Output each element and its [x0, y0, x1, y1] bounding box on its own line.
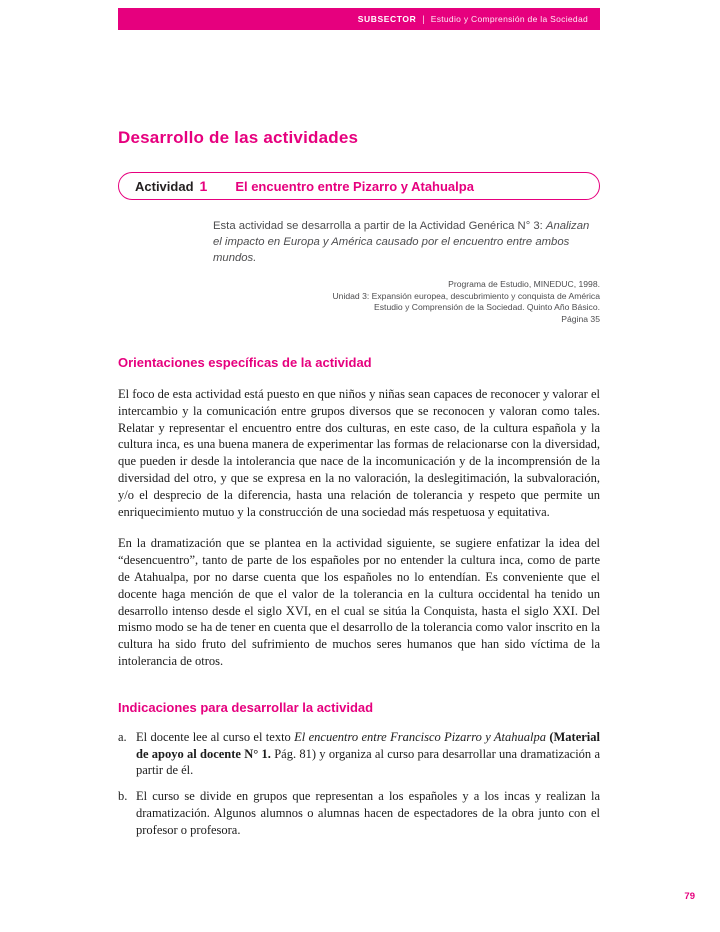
source-line: Programa de Estudio, MINEDUC, 1998. [448, 279, 600, 289]
activity-title: El encuentro entre Pizarro y Atahualpa [235, 178, 474, 194]
section-heading-indicaciones: Indicaciones para desarrollar la actividad [118, 699, 374, 715]
body-paragraph-2: En la dramatización que se plantea en la actividad siguiente, se sugiere enfatizar la idea del “desencuentro”, tanto de parte de los españoles por no entender la cultura inca, como de parte de Atahualpa, por no darse cuenta que los españoles no lo entendían. Es conveniente que el docente haga mención de que el valor de la tolerancia en la cultura occidental ha tenido un desarrollo intenso desde el siglo XVI, en el cual se sitúa la Conquista, hasta el siglo XXI. Del mismo modo se ha de tener en cuenta que el desarrollo de la tolerancia como valor inscrito en la cultura ha sido fruto del sufrimiento de muchos seres humanos que han sido víctima de la intolerancia de otros. [118, 536, 600, 668]
list-item-b [118, 788, 600, 838]
list-item-marker: a. [118, 729, 127, 744]
page-title: Desarrollo de las actividades [118, 128, 359, 147]
list-item-marker: b. [118, 789, 128, 804]
activity-banner [118, 172, 600, 200]
list-item-text: El curso se divide en grupos que representan a los españoles y a los incas y realizan la dramatización. Algunos alumnos o alumnas hacen de espectadores de la obra junto con el profesor o profesora. [136, 789, 600, 837]
activity-label: Actividad [135, 178, 194, 194]
subsector-value: Estudio y Comprensión de la Sociedad [430, 14, 588, 24]
activity-steps-list [118, 729, 600, 839]
section-heading-orientaciones: Orientaciones específicas de la actividad [118, 355, 372, 370]
page-content [118, 0, 600, 848]
subsector-separator: | [422, 14, 425, 24]
body-paragraph-1: El foco de esta actividad está puesto en que niños y niñas sean capaces de reconocer y valorar el intercambio y la comunicación entre grupos diversos que se reconocen y valoran como tales. Relatar y representar el encuentro entre dos culturas, en este caso, de la cultura española y la cultura inca, es una buena manera de experimentar las formas de relacionarse con la diversidad, que pueden ir desde la intolerancia que nace de la incomunicación y de la incomprensión de la diversidad del otro, y que se expresa en la no valoración, la deslegitimación, la subvaloración, y/o el desprecio de la diferencia, hasta una relación de tolerancia y respeto que permite un enriquecimiento mutuo y la construcción de una sociedad más respetuosa y equitativa. [118, 387, 600, 519]
source-citation [118, 279, 600, 325]
activity-number: 1 [199, 178, 208, 194]
list-item-text: El docente lee al curso el texto El encuentro entre Francisco Pizarro y Atahualpa (Material de apoyo al docente N° 1. Pág. 81) y organiza al curso para desarrollar una dramatización a partir de él. [136, 729, 601, 778]
list-item-a [118, 729, 600, 779]
source-line: Página 35 [561, 313, 600, 324]
page-number: 79 [684, 891, 695, 902]
source-line: Unidad 3: Expansión europea, descubrimiento y conquista de América [332, 290, 600, 301]
subsector-label: SUBSECTOR [357, 14, 417, 24]
activity-intro: Esta actividad se desarrolla a partir de la Actividad Genérica N° 3: Analizan el impacto en Europa y América causado por el encuentro entre ambos mundos. [213, 220, 590, 264]
source-line: Estudio y Comprensión de la Sociedad. Quinto Año Básico. [374, 302, 600, 312]
